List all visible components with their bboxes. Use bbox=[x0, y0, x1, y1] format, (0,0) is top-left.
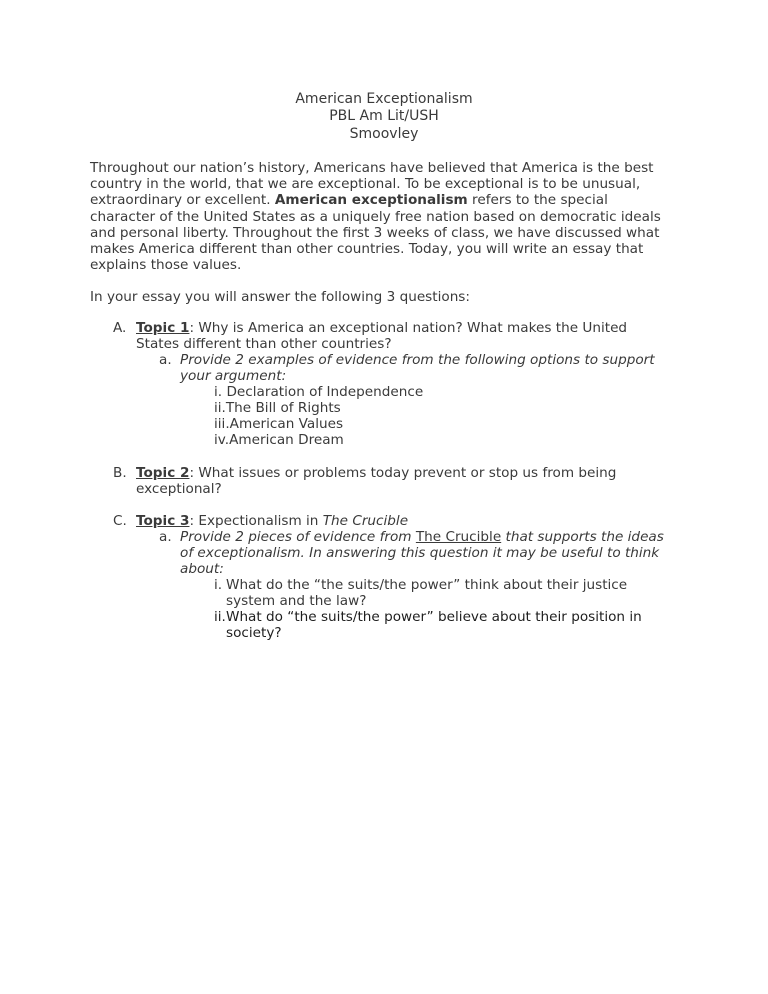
list-item-text: The Bill of Rights bbox=[225, 400, 341, 416]
intro-line: makes America different than other countries. Today, you will write an essay that bbox=[90, 241, 644, 258]
teacher-name: Smoovley bbox=[349, 126, 419, 142]
list-marker: i. bbox=[214, 577, 223, 593]
subtask-text: your argument: bbox=[180, 368, 287, 384]
subtask-part: that supports the ideas bbox=[501, 529, 664, 545]
list-item-text: American Values bbox=[229, 416, 344, 432]
list-item-text: American Dream bbox=[229, 432, 344, 448]
list-marker: iv. bbox=[214, 432, 230, 448]
list-marker: a. bbox=[159, 529, 172, 545]
list-marker: B. bbox=[113, 465, 127, 481]
question-text: States different than other countries? bbox=[136, 336, 392, 352]
list-marker: ii. bbox=[214, 609, 226, 625]
list-marker: C. bbox=[113, 513, 127, 529]
topic-label: Topic 2 bbox=[136, 465, 190, 481]
list-marker: iii. bbox=[214, 416, 230, 432]
list-item bbox=[214, 384, 423, 400]
topic-label: Topic 3 bbox=[136, 513, 190, 529]
list-item-text: Declaration of Independence bbox=[226, 384, 424, 400]
book-title: The Crucible bbox=[415, 529, 502, 545]
question-text: : What issues or problems today prevent or stop us from being bbox=[189, 465, 617, 481]
list-marker: A. bbox=[113, 320, 127, 336]
subtask-text bbox=[180, 529, 664, 545]
subtask-text: about: bbox=[180, 561, 224, 577]
intro-line bbox=[90, 192, 680, 208]
course-name: PBL Am Lit/USH bbox=[329, 108, 439, 124]
list-item bbox=[214, 416, 343, 432]
list-marker: a. bbox=[159, 352, 172, 368]
key-term: American exceptionalism bbox=[274, 192, 468, 209]
document-title: American Exceptionalism bbox=[295, 91, 473, 107]
list-item bbox=[214, 432, 344, 448]
subtask-text: Provide 2 examples of evidence from the following options to support bbox=[180, 352, 655, 368]
list-item-text: What do the “the suits/the power” think about their justice bbox=[226, 577, 628, 593]
intro-line: and personal liberty. Throughout the first 3 weeks of class, we have discussed what bbox=[90, 224, 660, 241]
intro-line: Throughout our nation’s history, Americans have believed that America is the best bbox=[90, 160, 654, 176]
list-item-text: system and the law? bbox=[226, 593, 367, 609]
lead-sentence: In your essay you will answer the following 3 questions: bbox=[90, 289, 470, 305]
topic-a-question bbox=[136, 320, 627, 336]
list-item bbox=[214, 400, 341, 416]
subtask-text: of exceptionalism. In answering this question it may be useful to think bbox=[180, 545, 660, 561]
book-title: The Crucible bbox=[322, 513, 409, 529]
intro-line: character of the United States as a uniquely free nation based on democratic ideals bbox=[90, 208, 661, 225]
subtask-part: Provide 2 pieces of evidence from bbox=[180, 529, 416, 545]
list-marker: ii. bbox=[214, 400, 226, 416]
list-item-text: society? bbox=[226, 625, 282, 641]
intro-paragraph bbox=[90, 160, 680, 273]
list-marker: i. bbox=[214, 384, 223, 400]
question-text: : Why is America an exceptional nation? What makes the United bbox=[189, 320, 628, 336]
question-text: exceptional? bbox=[136, 481, 222, 497]
topic-label: Topic 1 bbox=[136, 320, 190, 336]
question-text: : Expectionalism in bbox=[189, 513, 323, 529]
intro-line: explains those values. bbox=[90, 257, 242, 274]
topic-b-question bbox=[136, 465, 616, 481]
topic-c-question bbox=[136, 513, 408, 529]
intro-line: country in the world, that we are exceptional. To be exceptional is to be unusual, bbox=[90, 176, 641, 193]
intro-text: refers to the special bbox=[467, 192, 608, 209]
intro-text: extraordinary or excellent. bbox=[90, 192, 275, 209]
list-item-text: What do “the suits/the power” believe about their position in bbox=[226, 609, 642, 625]
